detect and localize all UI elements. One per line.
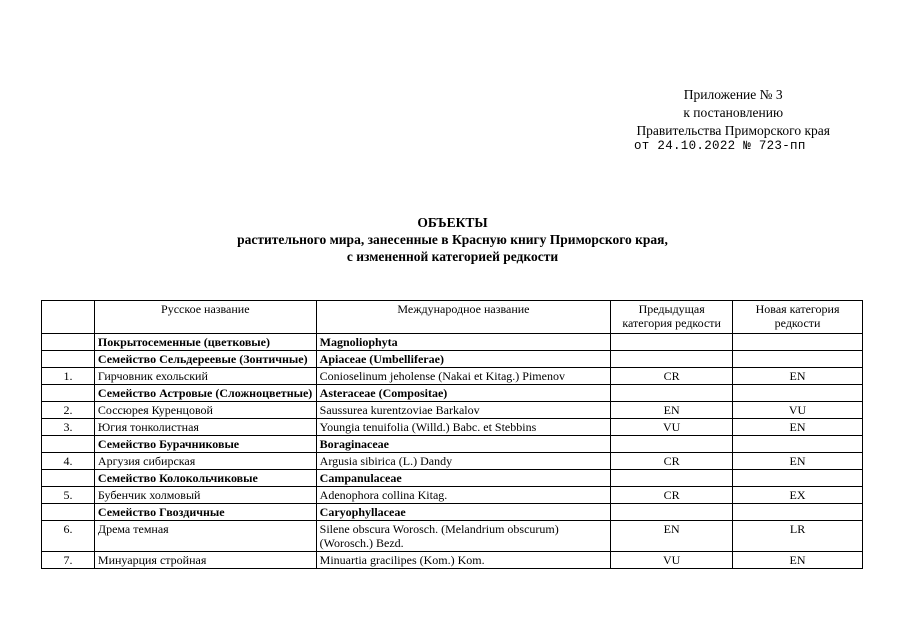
table-row — [42, 453, 863, 470]
new-category-cell: EN — [733, 552, 863, 569]
new-category-cell: VU — [733, 402, 863, 419]
table-row — [42, 402, 863, 419]
previous-category-cell: CR — [611, 453, 733, 470]
russian-name-cell: Семейство Сельдереевые (Зонтичные) — [94, 351, 316, 368]
group-row — [42, 351, 863, 368]
row-number — [42, 436, 95, 453]
table-row — [42, 368, 863, 385]
international-name-cell: Saussurea kurentzoviae Barkalov — [316, 402, 611, 419]
table-body — [42, 334, 863, 569]
row-number: 7. — [42, 552, 95, 569]
table-row — [42, 552, 863, 569]
international-name-cell: Adenophora collina Kitag. — [316, 487, 611, 504]
previous-category-cell — [611, 436, 733, 453]
group-row — [42, 436, 863, 453]
row-number — [42, 504, 95, 521]
row-number: 2. — [42, 402, 95, 419]
group-row — [42, 385, 863, 402]
international-name-cell: Campanulaceae — [316, 470, 611, 487]
previous-category-cell: VU — [611, 552, 733, 569]
russian-name-cell: Бубенчик холмовый — [94, 487, 316, 504]
row-number: 4. — [42, 453, 95, 470]
international-name-cell: Argusia sibirica (L.) Dandy — [316, 453, 611, 470]
decree-stamp: от 24.10.2022 № 723-пп — [634, 139, 806, 153]
russian-name-cell: Дрема темная — [94, 521, 316, 552]
previous-category-cell: CR — [611, 368, 733, 385]
previous-category-cell: EN — [611, 521, 733, 552]
annex-header — [636, 86, 830, 140]
international-name-cell: Boraginaceae — [316, 436, 611, 453]
russian-name-cell: Семейство Колокольчиковые — [94, 470, 316, 487]
group-row — [42, 334, 863, 351]
previous-category-cell: EN — [611, 402, 733, 419]
international-name-cell: Apiaceae (Umbelliferae) — [316, 351, 611, 368]
international-name-cell: Youngia tenuifolia (Willd.) Babc. et Stebbins — [316, 419, 611, 436]
row-number — [42, 385, 95, 402]
header-num — [42, 301, 95, 334]
previous-category-cell — [611, 385, 733, 402]
russian-name-cell: Семейство Гвоздичные — [94, 504, 316, 521]
title-line-2: растительного мира, занесенные в Красную книгу Приморского края, — [237, 232, 668, 247]
russian-name-cell: Гирчовник ехольский — [94, 368, 316, 385]
group-row — [42, 470, 863, 487]
international-name-cell: Silene obscura Worosch. (Melandrium obscurum) (Worosch.) Bezd. — [316, 521, 611, 552]
previous-category-cell — [611, 470, 733, 487]
annex-line-2: к постановлению — [683, 105, 784, 120]
row-number — [42, 470, 95, 487]
new-category-cell: EX — [733, 487, 863, 504]
international-name-cell: Conioselinum jeholense (Nakai et Kitag.) Pimenov — [316, 368, 611, 385]
table-row — [42, 419, 863, 436]
row-number: 1. — [42, 368, 95, 385]
russian-name-cell: Покрытосеменные (цветковые) — [94, 334, 316, 351]
header-previous-category: Предыдущая категория редкости — [611, 301, 733, 334]
table-row — [42, 521, 863, 552]
russian-name-cell: Аргузия сибирская — [94, 453, 316, 470]
previous-category-cell: CR — [611, 487, 733, 504]
international-name-cell: Minuartia gracilipes (Kom.) Kom. — [316, 552, 611, 569]
new-category-cell: LR — [733, 521, 863, 552]
row-number: 6. — [42, 521, 95, 552]
row-number: 5. — [42, 487, 95, 504]
new-category-cell — [733, 504, 863, 521]
new-category-cell — [733, 351, 863, 368]
new-category-cell: EN — [733, 453, 863, 470]
russian-name-cell: Минуарция стройная — [94, 552, 316, 569]
previous-category-cell — [611, 351, 733, 368]
international-name-cell: Caryophyllaceae — [316, 504, 611, 521]
new-category-cell — [733, 436, 863, 453]
previous-category-cell — [611, 504, 733, 521]
title-line-1: ОБЪЕКТЫ — [417, 215, 488, 230]
document-title — [0, 214, 905, 265]
table-row — [42, 487, 863, 504]
new-category-cell: EN — [733, 368, 863, 385]
annex-line-3: Правительства Приморского края — [636, 123, 830, 138]
table-header-row — [42, 301, 863, 334]
russian-name-cell: Семейство Астровые (Сложноцветные) — [94, 385, 316, 402]
international-name-cell: Asteraceae (Compositae) — [316, 385, 611, 402]
new-category-cell — [733, 334, 863, 351]
row-number — [42, 334, 95, 351]
previous-category-cell — [611, 334, 733, 351]
previous-category-cell: VU — [611, 419, 733, 436]
species-table — [41, 300, 863, 569]
row-number — [42, 351, 95, 368]
header-international-name: Международное название — [316, 301, 611, 334]
russian-name-cell: Югия тонколистная — [94, 419, 316, 436]
header-russian-name: Русское название — [94, 301, 316, 334]
new-category-cell — [733, 470, 863, 487]
russian-name-cell: Соссюрея Куренцовой — [94, 402, 316, 419]
new-category-cell — [733, 385, 863, 402]
group-row — [42, 504, 863, 521]
header-new-category: Новая категория редкости — [733, 301, 863, 334]
new-category-cell: EN — [733, 419, 863, 436]
row-number: 3. — [42, 419, 95, 436]
title-line-3: с измененной категорией редкости — [346, 249, 559, 264]
russian-name-cell: Семейство Бурачниковые — [94, 436, 316, 453]
annex-line-1: Приложение № 3 — [683, 87, 783, 102]
international-name-cell: Magnoliophyta — [316, 334, 611, 351]
